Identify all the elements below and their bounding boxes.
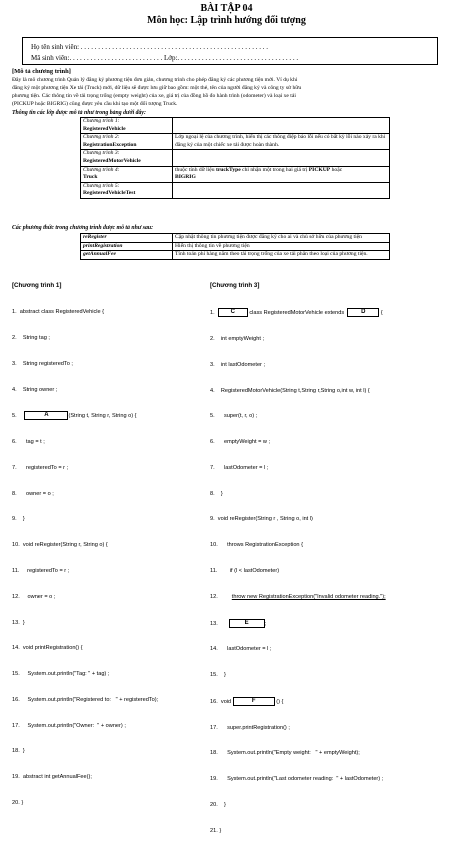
student-id-line: Mã sinh viên:. . . . . . . . . . . . . . . . . . . . . . . . . . . Lớp:. . . . . . . . . . . . . . . . . . . . . . . . . . . . . . . . . . .: [31, 54, 299, 62]
code2-title: [Chương trình 3]: [210, 282, 260, 289]
description-heading: [Mô tả chương trình]: [12, 68, 71, 75]
subject-title: Môn học: Lập trình hướng đối tượng: [147, 15, 306, 26]
description-paragraph: [12, 76, 442, 108]
description-line: (PICKUP hoặc BIGRIG) cũng được yêu cầu khi tạo một đối tượng Truck.: [12, 101, 178, 108]
classes-table: [80, 117, 390, 199]
class-cell: Chương trình 5: RegisteredVehicleTest: [81, 182, 173, 198]
blank-f: F: [233, 697, 275, 706]
method-desc-cell: Tính toán phí hàng năm theo tải trọng trống của xe tải phân theo loại của phương tiện.: [173, 251, 390, 260]
method-desc-cell: Hiển thị thông tin về phương tiện: [173, 242, 390, 251]
code-line: 7. registeredTo = r ;: [12, 464, 69, 471]
class-desc-cell: thuộc tính dữ liệu truckType chỉ nhận một trong hai giá trị PICKUP hoặc BIGRIG: [173, 166, 390, 182]
description-line: đăng ký một phương tiện Xe tải (Truck) mới, dữ liệu sẽ được lưu giữ bao gồm: một thẻ, tên của người đăng ký và công ty sử hữu: [12, 85, 302, 92]
code-line: 18. System.out.println("Empty weight: " + emptyWeight);: [210, 750, 360, 757]
method-name-cell: reRegister: [81, 234, 173, 243]
code-line: 5. A (String t, String r, String o) {: [12, 412, 137, 420]
code-line: 10. void reRegister(String r, String o) {: [12, 542, 108, 549]
code-line: 8. owner = o ;: [12, 490, 54, 497]
code1-block: [12, 291, 158, 825]
code2-block: [210, 291, 386, 853]
table-row: [81, 134, 390, 150]
description-line: Đây là mô chương trình Quản lý đăng ký phương tiện đơn giản, chương trình cho phép đăng ký các phương tiện mới. Ví dụ khi: [12, 77, 298, 83]
blank-d: D: [347, 308, 379, 317]
code-line: 13. }: [12, 619, 25, 626]
code-line: 4. String owner ;: [12, 386, 58, 393]
class-desc-cell: [173, 150, 390, 166]
student-info-box: [22, 37, 438, 65]
classes-table-heading: Thông tin các lớp được mô tả như trong bảng dưới đây:: [12, 110, 146, 116]
blank-a: A: [24, 411, 68, 420]
code-line: 20. }: [12, 800, 24, 807]
code-line: 7. lastOdometer = l ;: [210, 464, 269, 471]
table-row: [81, 166, 390, 182]
table-row: [81, 118, 390, 134]
code1-title: [Chương trình 1]: [12, 282, 62, 289]
class-cell: Chương trình 3: RegisteredMotorVehicle: [81, 150, 173, 166]
code-line: 8. }: [210, 490, 223, 497]
code-line: 9. void reRegister(String r , String o, int l): [210, 516, 313, 523]
code-line: 14. lastOdometer = l ;: [210, 646, 272, 653]
class-desc-cell: [173, 182, 390, 198]
code-line: 4. RegisteredMotorVehicle(String t,String r,String o,int w, int l) {: [210, 387, 370, 394]
table-row: [81, 242, 390, 251]
table-row: [81, 182, 390, 198]
code-line: 12. throw new RegistrationException("Invalid odometer reading.");: [210, 593, 386, 600]
code-line: 1. C class RegisteredMotorVehicle extends D {: [210, 309, 383, 317]
code-line: 15. System.out.println("Tag: " + tag) ;: [12, 671, 110, 678]
code-line: 21. }: [210, 827, 222, 834]
code-line: 15. }: [210, 672, 226, 679]
code-line: 11. registeredTo = r ;: [12, 567, 70, 574]
methods-table: [80, 233, 390, 260]
methods-table-heading: Các phương thức trong chương trình được mô tả như sau:: [12, 225, 154, 231]
description-line: phương tiện. Các thông tin về tải trọng trống (empty weight) của xe, giá trị của đồng hồ đo hành trình (odometer) và loại xe tải: [12, 93, 296, 100]
class-cell: Chương trình 2: RegistrationException: [81, 134, 173, 150]
code-line: 11. if (l < lastOdometer): [210, 567, 280, 574]
method-name-cell: getAnnualFee: [81, 251, 173, 260]
blank-e: E: [229, 619, 265, 628]
code-line: 3. int lastOdometer ;: [210, 361, 266, 368]
code-line: 3. String registeredTo ;: [12, 360, 73, 367]
code-line: 6. emptyWeight = w ;: [210, 439, 271, 446]
table-row: [81, 251, 390, 260]
code-line: 17. System.out.println("Owner: " + owner) ;: [12, 722, 126, 729]
code-line: 9. }: [12, 516, 25, 523]
code-line: 18. }: [12, 748, 25, 755]
code-line: 12. owner = o ;: [12, 593, 56, 600]
method-name-cell: printRegistration: [81, 242, 173, 251]
page-title: BÀI TẬP 04: [200, 3, 253, 14]
code-line: 13. E ;: [210, 619, 267, 627]
class-cell: Chương trình 1: RegisteredVehicle: [81, 118, 173, 134]
method-desc-cell: Cập nhật thông tin phương tiện được đăng ký cho ai và chủ sở hữu của phương tiện: [173, 234, 390, 243]
code-line: 14. void printRegistration() {: [12, 645, 83, 652]
table-row: [81, 234, 390, 243]
code-line: 6. tag = t ;: [12, 439, 45, 446]
code-line: 20. }: [210, 801, 226, 808]
code-line: 1. abstract class RegisteredVehicle {: [12, 309, 105, 316]
code-line: 10. throws RegistrationException {: [210, 542, 303, 549]
code-line: 16. System.out.println("Registered to: " + registeredTo);: [12, 696, 159, 703]
blank-c: C: [218, 308, 248, 317]
class-desc-cell: [173, 118, 390, 134]
class-cell: Chương trình 4: Truck: [81, 166, 173, 182]
code-line: 16. void F () {: [210, 697, 284, 705]
code-line: 5. super(t, r, o) ;: [210, 413, 258, 420]
student-name-line: Họ tên sinh viên: . . . . . . . . . . . . . . . . . . . . . . . . . . . . . . . . . . . . . . . . . . . . . . . . . . . . . .: [31, 43, 269, 51]
code-line: 19. System.out.println("Last odometer reading: " + lastOdometer) ;: [210, 776, 384, 783]
code-line: 17. super.printRegistration() ;: [210, 724, 290, 731]
code-line: 2. String tag ;: [12, 334, 50, 341]
code-line: 2. int emptyWeight ;: [210, 335, 264, 342]
code-line: 19. abstract int getAnnualFee();: [12, 774, 92, 781]
class-desc-cell: Lớp ngoại lệ của chương trình, hiển thị các thông điệp báo lỗi nếu có bất kỳ lỗi nào xảy ra khi đăng ký của một chiếc xe tải được hoàn thành.: [173, 134, 390, 150]
table-row: [81, 150, 390, 166]
